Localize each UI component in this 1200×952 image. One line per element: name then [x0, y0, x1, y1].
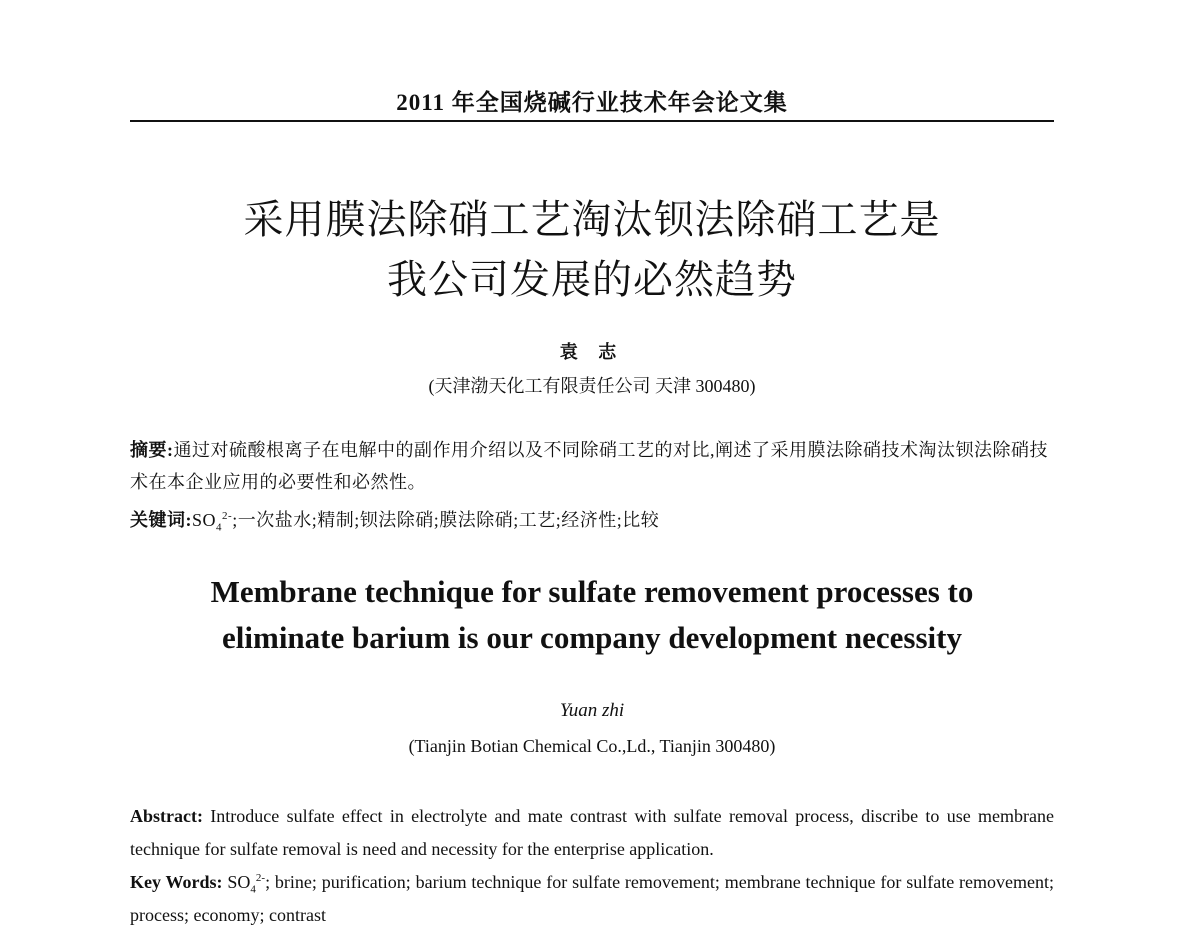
en-title-line-2: eliminate barium is our company development necessity	[222, 620, 962, 655]
en-keywords-text: ; brine; purification; barium technique for sulfate removement; membrane technique for sulfate removement; process; economy; contrast	[130, 872, 1055, 925]
en-affiliation: (Tianjin Botian Chemical Co.,Ld., Tianjin 300480)	[408, 736, 776, 756]
zh-keywords-formula: SO	[192, 510, 217, 530]
zh-title-line-2: 我公司发展的必然趋势	[387, 257, 797, 303]
en-keywords-sup: 2-	[255, 872, 266, 884]
en-keywords-label: Key Words:	[130, 872, 223, 892]
zh-affiliation: (天津渤天化工有限责任公司 天津 300480)	[428, 376, 756, 396]
en-abstract-text: Introduce sulfate effect in electrolyte and mate contrast with sulfate removal process, discribe to use membrane technique for sulfate removal is need and necessity for the enterprise application.	[130, 806, 1054, 859]
en-keywords-sub: 4	[250, 883, 256, 896]
zh-keywords-sub: 4	[216, 521, 223, 534]
en-keywords	[130, 866, 1054, 932]
zh-abstract-text: 通过对硫酸根离子在电解中的副作用介绍以及不同除硝工艺的对比,阐述了采用膜法除硝技术淘汰钡法除硝技术在本企业应用的必要性和必然性。	[130, 440, 1048, 492]
zh-keywords	[130, 504, 1054, 536]
running-header: 2011 年全国烧碱行业技术年会论文集	[396, 90, 788, 115]
zh-keywords-sup: 2-	[222, 510, 233, 522]
zh-abstract-label: 摘要:	[130, 440, 174, 460]
en-abstract-label: Abstract:	[130, 806, 203, 826]
en-title-line-1: Membrane technique for sulfate removement processes to	[210, 574, 974, 609]
en-author: Yuan zhi	[559, 700, 625, 721]
en-keywords-formula: SO	[222, 872, 251, 892]
zh-keywords-text: ;一次盐水;精制;钡法除硝;膜法除硝;工艺;经济性;比较	[232, 510, 660, 530]
zh-title-line-1: 采用膜法除硝工艺淘汰钡法除硝工艺是	[243, 197, 941, 243]
zh-author: 袁 志	[559, 342, 625, 362]
en-abstract	[130, 800, 1054, 866]
header-rule	[130, 120, 1054, 122]
zh-abstract	[130, 434, 1054, 498]
zh-keywords-label: 关键词:	[130, 510, 192, 530]
